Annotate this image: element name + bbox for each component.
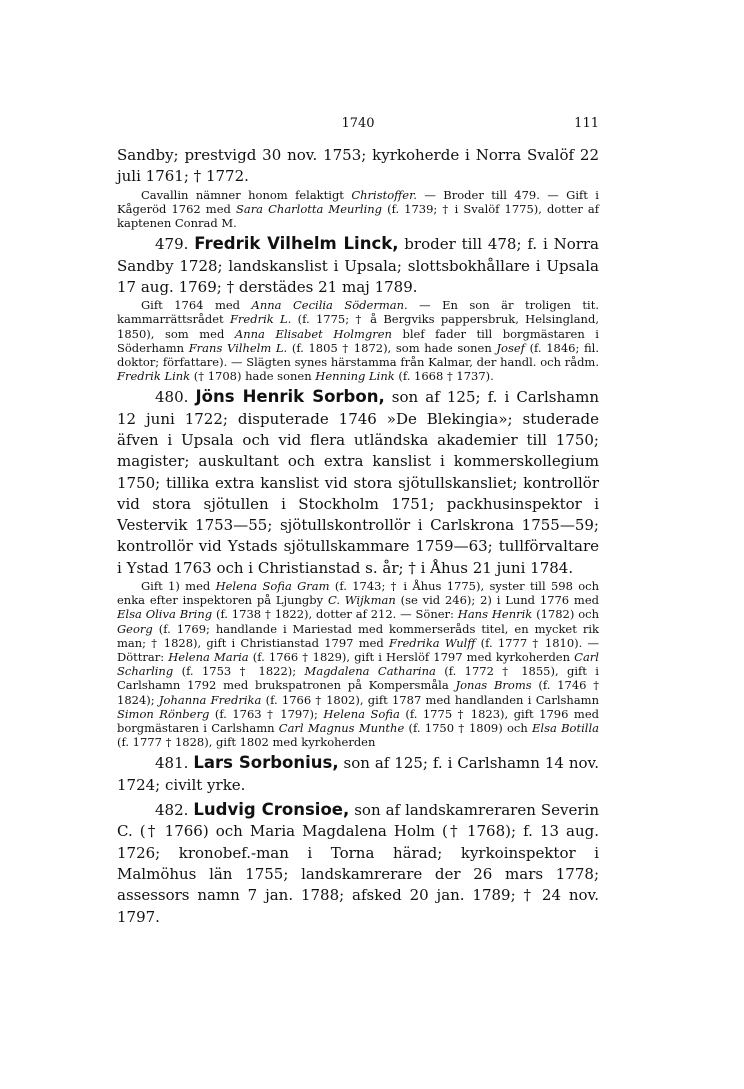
book-page <box>117 0 599 1089</box>
entry-number: 481. <box>155 754 189 773</box>
entry-name: Fredrik Vilhelm Linck, <box>194 234 399 254</box>
entry-name: Jöns Henrik Sorbon, <box>195 387 385 407</box>
page-header <box>117 116 599 136</box>
entry-480 <box>117 386 599 579</box>
page-body <box>117 145 599 928</box>
continued-entry-text: Sandby; prestvigd 30 nov. 1753; kyrkoherde i Norra Svalöf 22 juli 1761; † 1772. <box>117 146 599 186</box>
entry-bio: son af 125; f. i Carlshamn 14 nov. 1724; civilt yrke. <box>117 754 600 794</box>
entry-number: 482. <box>155 801 189 820</box>
entry-number: 479. <box>155 235 189 254</box>
continued-entry-notes: Cavallin nämner honom felaktigt Christoffer. — Broder till 479. — Gift i Kågeröd 1762 med Sara Charlotta Meurling (f. 1739; † i Svalöf 1775), dotter af kaptenen Conrad M. <box>117 187 599 230</box>
entry-bio: son af landskamreraren Severin C. († 1766) och Maria Magdalena Holm († 1768); f. 13 aug. 1726; kronobef.-man i Torna härad; kyrkoinspektor i Malmöhus län 1755; landskamrerare der 26 mars 1778; assessors namn 7 jan. 1788; afsked 20 jan. 1789; † 24 nov. 1797. <box>117 801 599 926</box>
page-number: 111 <box>574 116 599 131</box>
entry-bio: broder till 478; f. i Norra Sandby 1728; landskanslist i Upsala; slottsbokhållare i Upsala 17 aug. 1769; † derstädes 21 maj 1789. <box>117 235 600 296</box>
entry-479-notes: Gift 1764 med Anna Cecilia Söderman. — En son är troligen tit. kammarrättsrådet Fredrik L. (f. 1775; † å Bergviks pappersbruk, Helsingland, 1850), som med Anna Elisabet Holmgren blef fader till borgmästaren i Söderhamn Frans Vilhelm L. (f. 1805 † 1872), som hade sonen Josef (f. 1846; fil. doktor; författare). — Slägten synes härstamma från Kalmar, der handl. och rådm. Fredrik Link († 1708) hade sonen Henning Link (f. 1668 † 1737). <box>117 298 600 384</box>
entry-bio: son af 125; f. i Carlshamn 12 juni 1722; disputerade 1746 »De Blekingia»; studerade äfven i Upsala och vid flera utländska akademier till 1750; magister; auskultant och extra kanslist i kommerskollegium 1750; tillika extra kanslist vid stora sjötullskansliet; kontrollör vid stora sjötullen i Stockholm 1751; packhusinspektor i Vestervik 1753—55; sjötullskontrollör i Carlskrona 1755—59; kontrollör vid Ystads sjötullskammare 1759—63; tullförvaltare i Ystad 1763 och i Christianstad s. år; † i Åhus 21 juni 1784. <box>117 388 599 577</box>
running-year: 1740 <box>341 116 375 131</box>
entry-480-notes: Gift 1) med Helena Sofia Gram (f. 1743; † i Åhus 1775), syster till 598 och enka efter inspektoren på Ljungby C. Wijkman (se vid 246); 2) i Lund 1776 med Elsa Oliva Bring (f. 1738 † 1822), dotter af 212. — Söner: Hans Henrik (1782) och Georg (f. 1769; handlande i Mariestad med kommerseråds titel, en mycket rik man; † 1828), gift i Christianstad 1797 med Fredrika Wulff (f. 1777 † 1810). — Döttrar: Helena Maria (f. 1766 † 1829), gift i Herslöf 1797 med kyrkoherden Carl Scharling (f. 1753 † 1822); Magdalena Catharina (f. 1772 † 1855), gift i Carlshamn 1792 med brukspatronen på Kompersmåla Jonas Broms (f. 1746 † 1824); Johanna Fredrika (f. 1766 † 1802), gift 1787 med handlanden i Carlshamn Simon Rönberg (f. 1763 † 1797); Helena Sofia (f. 1775 † 1823), gift 1796 med borgmästaren i Carlshamn Carl Magnus Munthe (f. 1750 † 1809) och Elsa Botilla (f. 1777 † 1828), gift 1802 med kyrkoherden <box>117 578 599 750</box>
entry-481 <box>117 752 599 796</box>
entry-name: Ludvig Cronsioe, <box>193 800 350 820</box>
entry-name: Lars Sorbonius, <box>193 753 339 773</box>
entry-number: 480. <box>155 388 189 407</box>
entry-479 <box>117 233 599 298</box>
entry-482 <box>117 799 599 928</box>
